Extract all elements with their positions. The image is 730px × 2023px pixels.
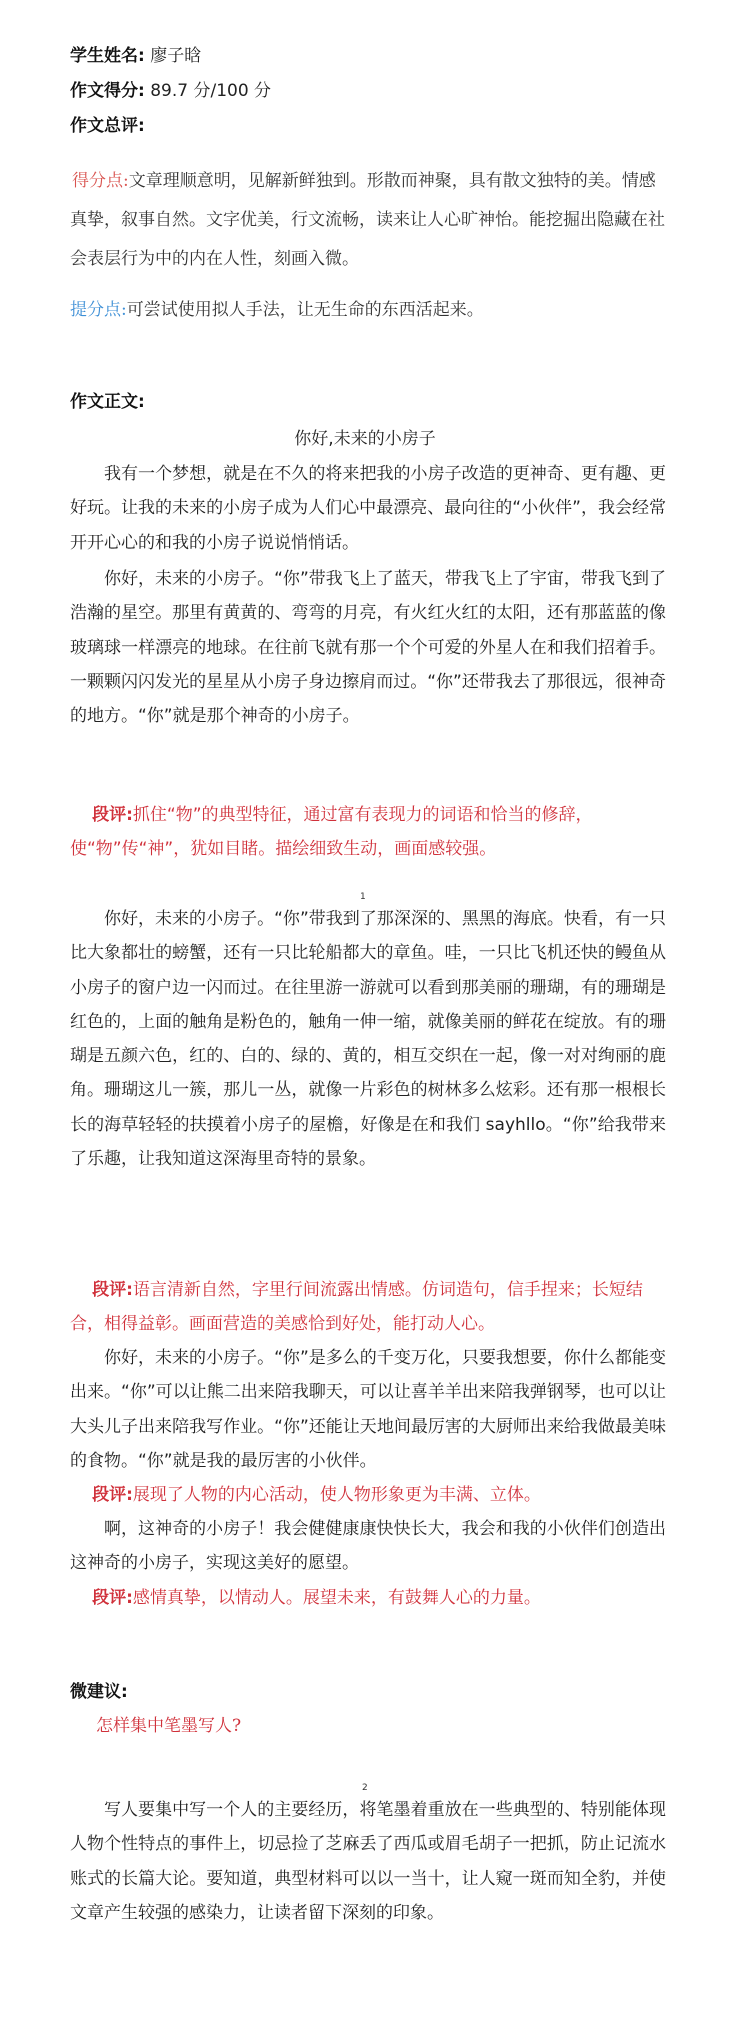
score-points-paragraph — [70, 162, 670, 279]
suggestion-paragraph: 写人要集中写一个人的主要经历，将笔墨着重放在一些典型的、特别能体现人物个性特点的事件上，切忌捡了芝麻丢了西瓜或眉毛胡子一把抓，防止记流水账式的长篇大论。要知道，典型材料可以以一当十，让人窥一斑而知全豹，并使文章产生较强的感染力，让读者留下深刻的印象。 — [70, 1800, 666, 1923]
essay-title: 你好,未来的小房子 — [294, 429, 436, 449]
comment-text: 语言清新自然，字里行间流露出情感。仿词造句，信手捏来；长短结合，相得益彰。画面营造的美感恰到好处，能打动人心。 — [70, 1280, 643, 1335]
page-number-2: 2 — [362, 1783, 368, 1793]
essay-body-heading: 作文正文: — [70, 392, 145, 412]
score-value: 89.7 分/100 分 — [150, 81, 272, 101]
comment-label: 段评: — [92, 805, 133, 825]
overall-review-heading — [70, 114, 145, 138]
student-name-line — [70, 44, 201, 68]
essay-paragraph-2: 你好，未来的小房子。“你”带我飞上了蓝天，带我飞上了宇宙，带我飞到了浩瀚的星空。那里有黄黄的、弯弯的月亮，有火红火红的太阳，还有那蓝蓝的像玻璃球一样漂亮的地球。在往前飞就有那一个个可爱的外星人在和我们招着手。一颗颗闪闪发光的星星从小房子身边擦肩而过。“你”还带我去了那很远，很神奇的地方。“你”就是那个神奇的小房子。 — [70, 569, 666, 727]
score-line — [70, 79, 271, 103]
suggestion-title: 怎样集中笔墨写人? — [96, 1716, 242, 1736]
comment-text: 抓住“物”的典型特征，通过富有表现力的词语和恰当的修辞，使“物”传“神”，犹如目睹。描绘细致生动，画面感较强。 — [70, 805, 593, 860]
score-points-text: 文章理顺意明，见解新鲜独到。形散而神聚，具有散文独特的美。情感真挚，叙事自然。文字优美，行文流畅，读来让人心旷神怡。能挖掘出隐藏在社会表层行为中的内在人性，刻画入微。 — [70, 171, 665, 269]
comment-label: 段评: — [92, 1280, 133, 1300]
essay-paragraph-4: 你好，未来的小房子。“你”是多么的千变万化，只要我想要，你什么都能变出来。“你”可以让熊二出来陪我聊天，可以让喜羊羊出来陪我弹钢琴，也可以让大头儿子出来陪我写作业。“你”还能让天地间最厉害的大厨师出来给我做最美味的食物。“你”就是我的最厉害的小伙伴。 — [70, 1348, 666, 1471]
overall-review-label: 作文总评: — [70, 116, 145, 136]
comment-text: 展现了人物的内心活动，使人物形象更为丰满、立体。 — [132, 1485, 541, 1505]
comment-label: 段评: — [92, 1588, 133, 1608]
score-points-label: 得分点: — [72, 171, 129, 191]
paragraph-comment-2 — [70, 1273, 666, 1342]
student-name-value: 廖子晗 — [150, 46, 202, 66]
student-name-label: 学生姓名: — [70, 46, 145, 66]
paragraph-comment-1 — [70, 798, 666, 867]
page-number-1: 1 — [360, 892, 366, 902]
improve-points-text: 可尝试使用拟人手法，让无生命的东西活起来。 — [126, 300, 484, 320]
paragraph-comment-4 — [70, 1581, 666, 1615]
essay-paragraph-1: 我有一个梦想，就是在不久的将来把我的小房子改造的更神奇、更有趣、更好玩。让我的未来的小房子成为人们心中最漂亮、最向往的“小伙伴”，我会经常开开心心的和我的小房子说说悄悄话。 — [70, 464, 666, 553]
essay-paragraph-3: 你好，未来的小房子。“你”带我到了那深深的、黑黑的海底。快看，有一只比大象都壮的螃蟹，还有一只比轮船都大的章鱼。哇，一只比飞机还快的鳗鱼从小房子的窗户边一闪而过。在往里游一游就可以看到那美丽的珊瑚，有的珊瑚是红色的，上面的触角是粉色的，触角一伸一缩，就像美丽的鲜花在绽放。有的珊瑚是五颜六色，红的、白的、绿的、黄的，相互交织在一起，像一对对绚丽的鹿角。珊瑚这儿一簇，那儿一丛，就像一片彩色的树林多么炫彩。还有那一根根长长的海草轻轻的扶摸着小房子的屋檐，好像是在和我们 sayhllo。“你”给我带来了乐趣，让我知道这深海里奇特的景象。 — [70, 909, 666, 1170]
comment-text: 感情真挚，以情动人。展望未来，有鼓舞人心的力量。 — [132, 1588, 541, 1608]
paragraph-comment-3 — [70, 1478, 666, 1512]
essay-paragraph-5: 啊，这神奇的小房子！我会健健康康快快长大，我会和我的小伙伴们创造出这神奇的小房子，实现这美好的愿望。 — [70, 1519, 666, 1574]
suggestion-heading: 微建议: — [70, 1682, 128, 1702]
comment-label: 段评: — [92, 1485, 133, 1505]
improve-points-paragraph — [70, 291, 670, 330]
improve-points-label: 提分点: — [70, 300, 127, 320]
score-label: 作文得分: — [70, 81, 145, 101]
